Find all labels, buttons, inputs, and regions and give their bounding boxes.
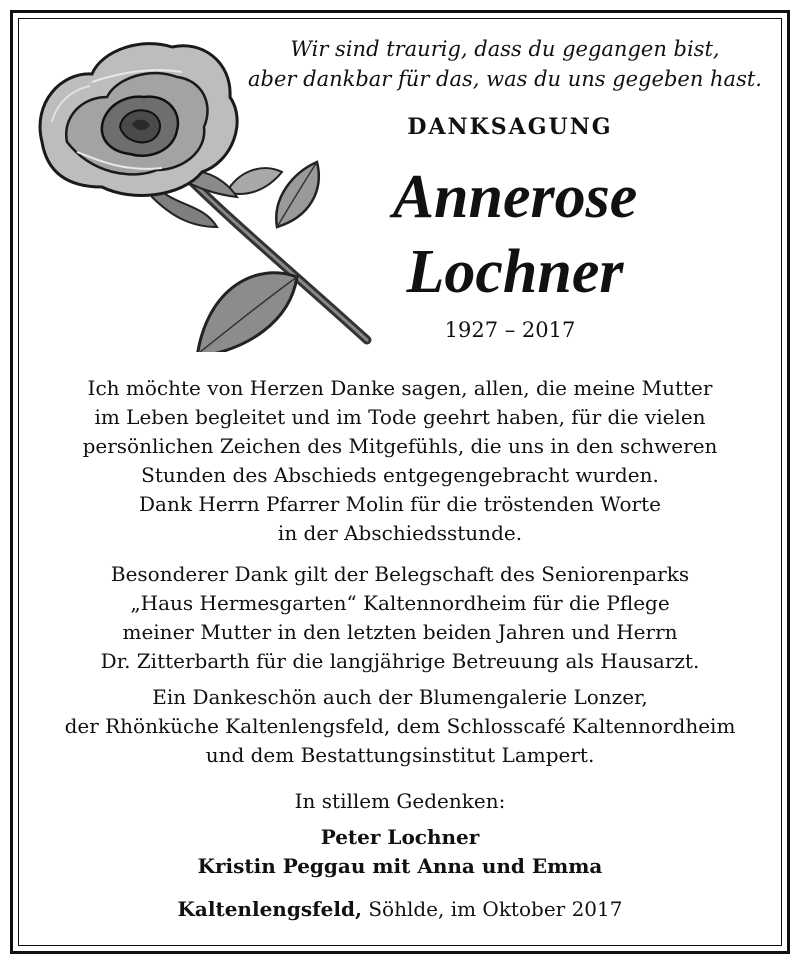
paragraph-line: Dank Herrn Pfarrer Molin für die tröstenden Worte: [139, 492, 661, 516]
paragraph-line: Dr. Zitterbarth für die langjährige Betreuung als Hausarzt.: [100, 649, 700, 673]
place-date: Söhlde, im Oktober 2017: [361, 897, 623, 921]
quote-line-1: Wir sind traurig, dass du gegangen bist,: [290, 37, 720, 61]
place-date-line: [20, 895, 780, 924]
paragraph-line: Besonderer Dank gilt der Belegschaft des Seniorenparks: [110, 562, 690, 586]
memory-text: In stillem Gedenken:: [294, 789, 506, 813]
paragraph-line: Ich möchte von Herzen Danke sagen, allen, die meine Mutter: [87, 376, 713, 400]
signers-block: [20, 823, 780, 881]
signer-name: Kristin Peggau mit Anna und Emma: [197, 854, 603, 878]
paragraph-line: Stunden des Abschieds entgegengebracht wurden.: [141, 463, 659, 487]
thanks-paragraph-3: [20, 683, 780, 770]
paragraph-line: in der Abschiedsstunde.: [277, 521, 523, 545]
paragraph-line: „Haus Hermesgarten“ Kaltennordheim für die Pflege: [130, 591, 670, 615]
deceased-last-name: Lochner: [406, 238, 624, 306]
thanks-paragraph-1: [20, 374, 780, 548]
paragraph-line: der Rhönküche Kaltenlengsfeld, dem Schlosscafé Kaltennordheim: [64, 714, 736, 738]
memory-line: [20, 787, 780, 816]
place-town: Kaltenlengsfeld,: [177, 897, 362, 921]
life-years: 1927 – 2017: [444, 318, 576, 342]
paragraph-line: Ein Dankeschön auch der Blumengalerie Lonzer,: [152, 685, 648, 709]
paragraph-line: im Leben begleitet und im Tode geehrt haben, für die vielen: [94, 405, 706, 429]
thanks-paragraph-2: [20, 560, 780, 676]
paragraph-line: meiner Mutter in den letzten beiden Jahren und Herrn: [122, 620, 678, 644]
deceased-first-name: Annerose: [392, 163, 638, 231]
paragraph-line: und dem Bestattungsinstitut Lampert.: [205, 743, 595, 767]
paragraph-line: persönlichen Zeichen des Mitgefühls, die uns in den schweren: [82, 434, 718, 458]
signer-name: Peter Lochner: [320, 825, 480, 849]
heading-danksagung: DANKSAGUNG: [407, 114, 613, 140]
quote-line-2: aber dankbar für das, was du uns gegeben hast.: [248, 67, 762, 91]
